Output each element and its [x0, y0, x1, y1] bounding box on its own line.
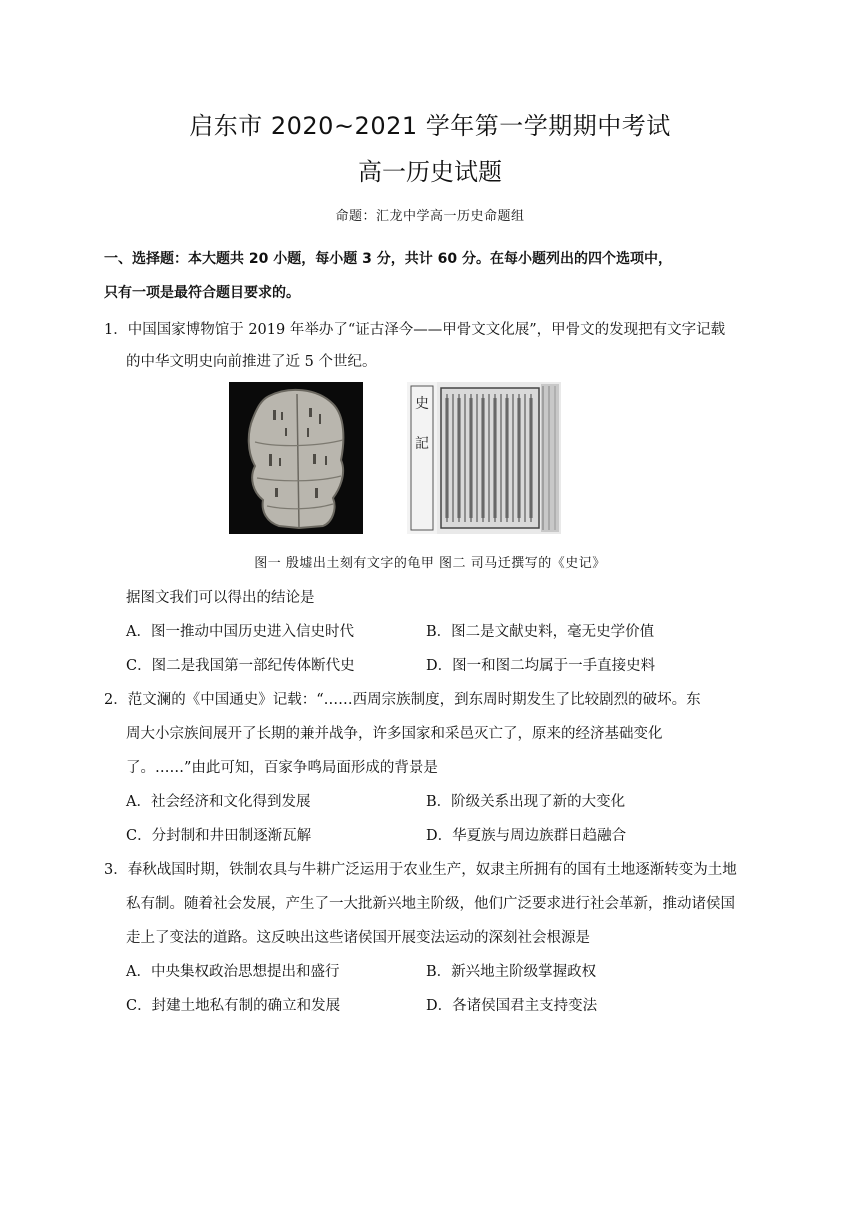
question-1-option-c[interactable]: C．图二是我国第一部纪传体断代史 — [126, 658, 355, 674]
svg-text:史: 史 — [415, 396, 429, 412]
exam-subtitle: 高一历史试题 — [358, 158, 502, 186]
question-1-option-a[interactable]: A．图一推动中国历史进入信史时代 — [126, 624, 354, 640]
question-2-line-2: 周大小宗族间展开了长期的兼并战争，许多国家和采邑灭亡了，原来的经济基础变化 — [126, 726, 663, 742]
question-1-line-2: 的中华文明史向前推进了近 5 个世纪。 — [126, 354, 377, 370]
section-heading-line1: 一、选择题：本大题共 20 小题，每小题 3 分，共计 60 分。在每小题列出的四个选项中， — [104, 251, 672, 267]
question-2-option-b[interactable]: B．阶级关系出现了新的大变化 — [426, 794, 626, 810]
question-1-option-b[interactable]: B．图二是文献史料，毫无史学价值 — [426, 624, 655, 640]
question-2-option-d[interactable]: D．华夏族与周边族群日趋融合 — [426, 828, 627, 844]
question-3-line-2: 私有制。随着社会发展，产生了一大批新兴地主阶级，他们广泛要求进行社会革新，推动诸侯国 — [126, 896, 735, 912]
question-2-option-a[interactable]: A．社会经济和文化得到发展 — [126, 794, 311, 810]
question-3-option-b[interactable]: B．新兴地主阶级掌握政权 — [426, 964, 597, 980]
question-2-line-3: 了。……”由此可知，百家争鸣局面形成的背景是 — [126, 760, 438, 776]
question-2-line-1: 2．范文澜的《中国通史》记载：“……西周宗族制度，到东周时期发生了比较剧烈的破坏。东 — [104, 692, 701, 708]
question-3-option-d[interactable]: D．各诸侯国君主支持变法 — [426, 998, 598, 1014]
oracle-bone-image — [229, 382, 363, 534]
figure-caption: 图一 殷墟出土刻有文字的龟甲 图二 司马迁撰写的《史记》 — [254, 556, 606, 571]
question-3-line-1: 3．春秋战国时期，铁制农具与牛耕广泛运用于农业生产，奴隶主所拥有的国有土地逐渐转变为土地 — [104, 862, 737, 878]
exam-author: 命题：汇龙中学高一历史命题组 — [335, 209, 525, 224]
section-heading-line2: 只有一项是最符合题目要求的。 — [104, 285, 300, 301]
question-2-option-c[interactable]: C．分封制和井田制逐渐瓦解 — [126, 828, 312, 844]
question-1-option-d[interactable]: D．图一和图二均属于一手直接史料 — [426, 658, 656, 674]
shiji-book-image — [407, 382, 561, 534]
exam-title: 启东市 2020~2021 学年第一学期期中考试 — [189, 112, 671, 140]
svg-text:記: 記 — [415, 436, 429, 452]
question-3-line-3: 走上了变法的道路。这反映出这些诸侯国开展变法运动的深刻社会根源是 — [126, 930, 590, 946]
question-1-line-1: 1．中国国家博物馆于 2019 年举办了“证古泽今——甲骨文文化展”，甲骨文的发现把有文字记载 — [104, 322, 726, 338]
question-3-option-c[interactable]: C．封建土地私有制的确立和发展 — [126, 998, 341, 1014]
question-3-option-a[interactable]: A．中央集权政治思想提出和盛行 — [126, 964, 340, 980]
question-1-prompt: 据图文我们可以得出的结论是 — [126, 590, 315, 606]
